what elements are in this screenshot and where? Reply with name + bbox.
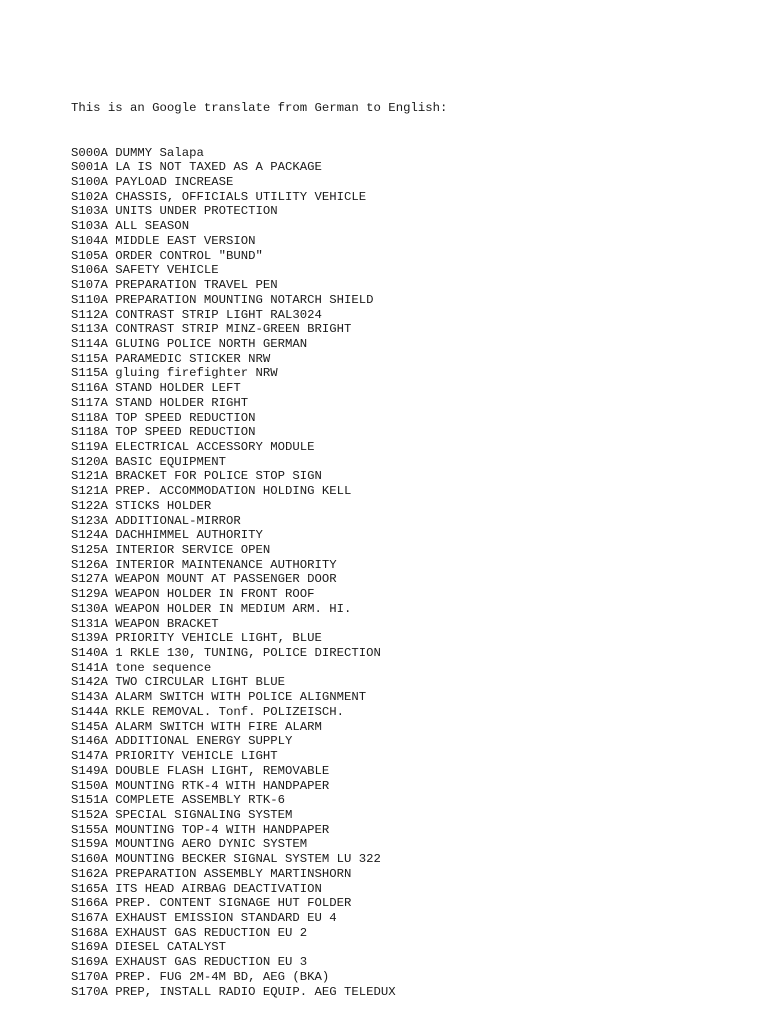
code-list xyxy=(71,146,751,1000)
code-line: S162A PREPARATION ASSEMBLY MARTINSHORN xyxy=(71,866,352,881)
code-line: S115A PARAMEDIC STICKER NRW xyxy=(71,351,271,366)
code-line: S142A TWO CIRCULAR LIGHT BLUE xyxy=(71,675,286,690)
code-line: S150A MOUNTING RTK-4 WITH HANDPAPER xyxy=(71,778,330,793)
code-line: S115A gluing firefighter NRW xyxy=(71,366,278,381)
code-line: S103A ALL SEASON xyxy=(71,219,190,234)
code-line: S123A ADDITIONAL-MIRROR xyxy=(71,513,241,528)
code-line: S117A STAND HOLDER RIGHT xyxy=(71,395,249,410)
code-line: S143A ALARM SWITCH WITH POLICE ALIGNMENT xyxy=(71,690,367,705)
code-line: S160A MOUNTING BECKER SIGNAL SYSTEM LU 322 xyxy=(71,852,381,867)
code-line: S001A LA IS NOT TAXED AS A PACKAGE xyxy=(71,160,322,175)
code-line: S166A PREP. CONTENT SIGNAGE HUT FOLDER xyxy=(71,896,352,911)
code-line: S116A STAND HOLDER LEFT xyxy=(71,381,241,396)
code-line: S126A INTERIOR MAINTENANCE AUTHORITY xyxy=(71,557,337,572)
code-line: S168A EXHAUST GAS REDUCTION EU 2 xyxy=(71,925,308,940)
code-line: S167A EXHAUST EMISSION STANDARD EU 4 xyxy=(71,910,337,925)
code-line: S147A PRIORITY VEHICLE LIGHT xyxy=(71,749,278,764)
intro-line: This is an Google translate from German to English: xyxy=(71,101,448,116)
code-line: S145A ALARM SWITCH WITH FIRE ALARM xyxy=(71,719,322,734)
code-line: S110A PREPARATION MOUNTING NOTARCH SHIELD xyxy=(71,292,374,307)
code-line: S100A PAYLOAD INCREASE xyxy=(71,175,234,190)
code-line: S131A WEAPON BRACKET xyxy=(71,616,219,631)
code-line: S165A ITS HEAD AIRBAG DEACTIVATION xyxy=(71,881,322,896)
code-line: S000A DUMMY Salapa xyxy=(71,145,204,160)
code-line: S121A PREP. ACCOMMODATION HOLDING KELL xyxy=(71,484,352,499)
code-line: S152A SPECIAL SIGNALING SYSTEM xyxy=(71,807,293,822)
code-line: S114A GLUING POLICE NORTH GERMAN xyxy=(71,336,308,351)
code-line: S125A INTERIOR SERVICE OPEN xyxy=(71,543,271,557)
code-line: S141A tone sequence xyxy=(71,660,212,675)
code-line: S118A TOP SPEED REDUCTION xyxy=(71,425,256,440)
code-line: S127A WEAPON MOUNT AT PASSENGER DOOR xyxy=(71,572,337,587)
code-line: S124A DACHHIMMEL AUTHORITY xyxy=(71,528,263,543)
code-line: S139A PRIORITY VEHICLE LIGHT, BLUE xyxy=(71,631,322,646)
code-line: S104A MIDDLE EAST VERSION xyxy=(71,233,256,248)
code-line: S151A COMPLETE ASSEMBLY RTK-6 xyxy=(71,793,286,808)
code-line: S118A TOP SPEED REDUCTION xyxy=(71,410,256,425)
code-line: S155A MOUNTING TOP-4 WITH HANDPAPER xyxy=(71,822,330,837)
code-line: S113A CONTRAST STRIP MINZ-GREEN BRIGHT xyxy=(71,322,352,337)
code-line: S140A 1 RKLE 130, TUNING, POLICE DIRECTION xyxy=(71,646,381,661)
code-line: S122A STICKS HOLDER xyxy=(71,498,212,513)
code-line: S106A SAFETY VEHICLE xyxy=(71,263,219,278)
document-page xyxy=(71,72,751,1014)
code-line: S144A RKLE REMOVAL. Tonf. POLIZEISCH. xyxy=(71,704,345,719)
code-line: S169A EXHAUST GAS REDUCTION EU 3 xyxy=(71,955,308,970)
code-line: S107A PREPARATION TRAVEL PEN xyxy=(71,278,278,293)
code-line: S105A ORDER CONTROL "BUND" xyxy=(71,248,263,263)
code-line: S146A ADDITIONAL ENERGY SUPPLY xyxy=(71,734,293,749)
code-line: S170A PREP. FUG 2M-4M BD, AEG (BKA) xyxy=(71,969,330,984)
code-line: S130A WEAPON HOLDER IN MEDIUM ARM. HI. xyxy=(71,601,352,616)
code-line: S112A CONTRAST STRIP LIGHT RAL3024 xyxy=(71,307,322,322)
code-line: S121A BRACKET FOR POLICE STOP SIGN xyxy=(71,469,322,484)
code-line: S119A ELECTRICAL ACCESSORY MODULE xyxy=(71,439,315,454)
code-line: S120A BASIC EQUIPMENT xyxy=(71,454,226,469)
code-line: S169A DIESEL CATALYST xyxy=(71,940,226,955)
code-line: S103A UNITS UNDER PROTECTION xyxy=(71,204,278,219)
code-line: S102A CHASSIS, OFFICIALS UTILITY VEHICLE xyxy=(71,189,367,204)
code-line: S129A WEAPON HOLDER IN FRONT ROOF xyxy=(71,587,315,602)
code-line: S159A MOUNTING AERO DYNIC SYSTEM xyxy=(71,837,308,852)
code-line: S170A PREP, INSTALL RADIO EQUIP. AEG TELEDUX xyxy=(71,984,396,999)
code-line: S149A DOUBLE FLASH LIGHT, REMOVABLE xyxy=(71,763,330,778)
